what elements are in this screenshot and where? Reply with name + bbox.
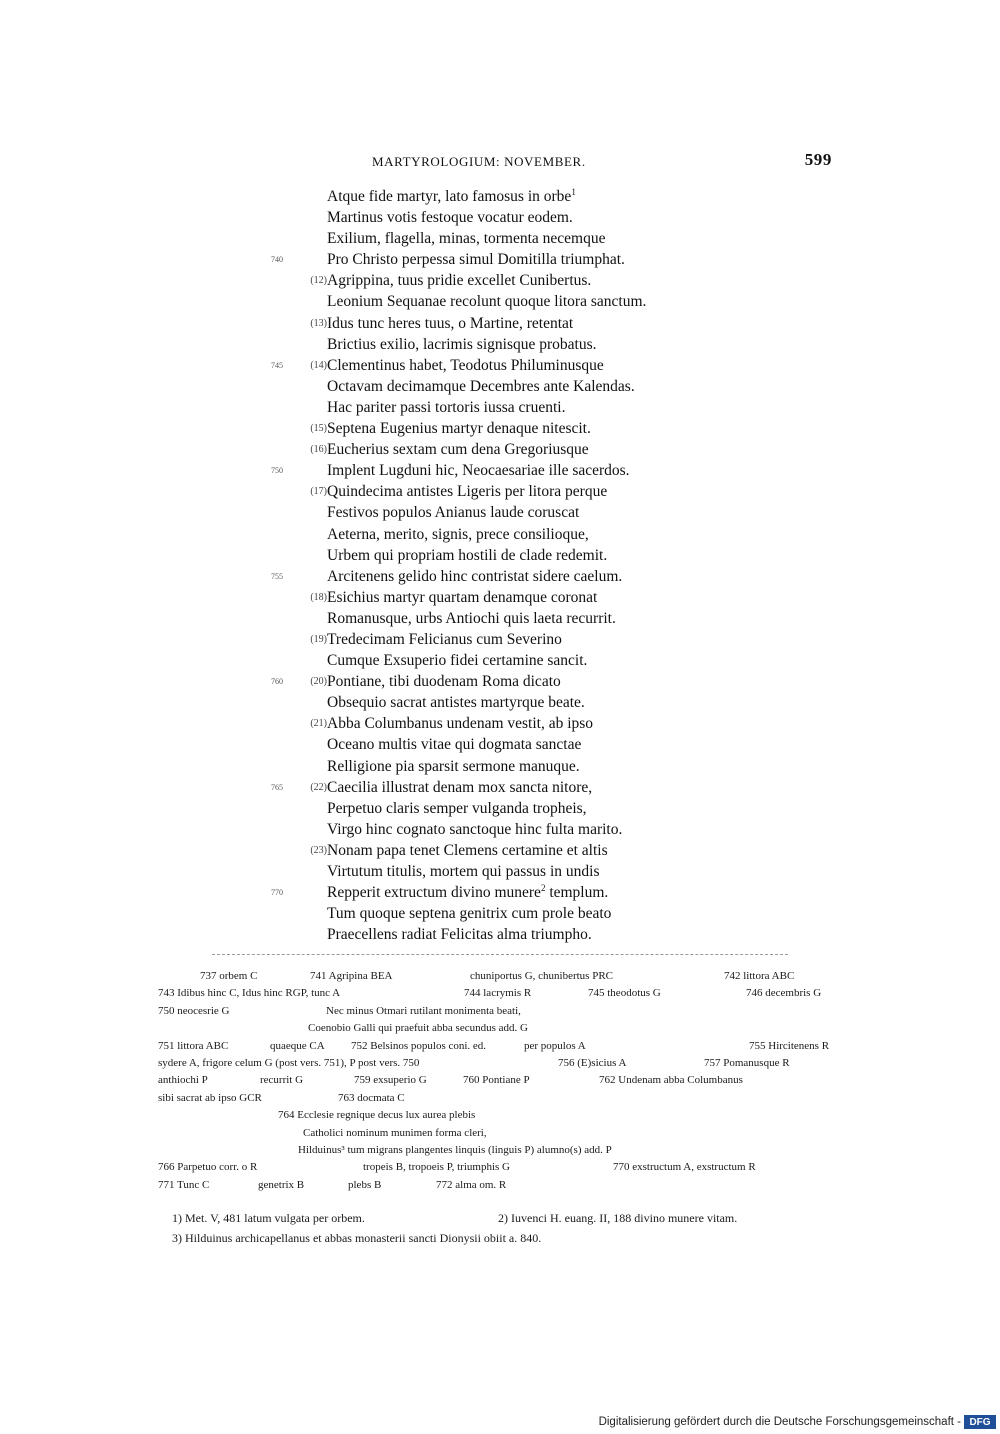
verse-text: Urbem qui propriam hostili de clade redemit. [327, 546, 608, 564]
running-title: MARTYROLOGIUM: NOVEMBER. [372, 154, 586, 169]
verse-text: Quindecima antistes Ligeris per litora perque [327, 483, 608, 501]
running-head [372, 152, 832, 172]
verse-line [0, 397, 1000, 418]
verse-text: Leonium Sequanae recolunt quoque litora sanctum. [327, 293, 647, 311]
apparatus-line [158, 1072, 830, 1089]
verse-text: Martinus votis festoque vocatur eodem. [327, 209, 573, 227]
verse-line [0, 692, 1000, 713]
footnote-ref: 2 [540, 882, 546, 893]
day-number: (19) [310, 633, 327, 645]
apparatus-line [158, 1125, 830, 1142]
verse-line [0, 861, 1000, 882]
day-number: (18) [310, 591, 327, 603]
day-number: (23) [310, 844, 327, 856]
apparatus-entry: 772 alma om. R [436, 1178, 507, 1191]
verse-line [0, 439, 1000, 460]
verse-line [0, 819, 1000, 840]
digitization-credit [590, 1414, 1000, 1430]
verse-line [0, 186, 1000, 207]
line-number: 740 [271, 255, 283, 265]
day-number: (22) [310, 781, 327, 793]
verse-text: Festivos populos Anianus laude coruscat [327, 504, 580, 522]
apparatus-entry: Coenobio Galli qui praefuit abba secundus add. G [308, 1022, 528, 1035]
apparatus-line [158, 1003, 830, 1020]
apparatus-line [158, 1177, 830, 1194]
verse-text: Idus tunc heres tuus, o Martine, retentat [327, 314, 574, 332]
line-number: 755 [271, 571, 283, 581]
verse-line [0, 566, 1000, 587]
apparatus-entry: sibi sacrat ab ipso GCR [158, 1091, 262, 1104]
footnote-line [172, 1208, 832, 1228]
poem-text [0, 186, 1000, 945]
verse-text: Septena Eugenius martyr denaque nitescit. [327, 420, 591, 438]
apparatus-entry: quaeque CA [270, 1039, 325, 1052]
verse-line [0, 798, 1000, 819]
verse-line [0, 313, 1000, 334]
line-number: 760 [271, 677, 283, 687]
apparatus-entry: 742 littora ABC [724, 970, 795, 982]
verse-line [0, 671, 1000, 692]
verse-text: Agrippina, tuus pridie excellet Cunibertus. [327, 272, 592, 290]
apparatus-entry: 744 lacrymis R [464, 987, 532, 1000]
verse-line [0, 924, 1000, 945]
verse-line [0, 502, 1000, 523]
verse-line [0, 270, 1000, 291]
apparatus-entry: anthiochi P [158, 1074, 208, 1087]
apparatus-line [158, 1020, 830, 1037]
verse-text: Pontiane, tibi duodenam Roma dicato [327, 673, 561, 691]
verse-text: Romanusque, urbs Antiochi quis laeta recurrit. [327, 609, 616, 627]
day-number: (12) [310, 275, 327, 287]
verse-line [0, 734, 1000, 755]
apparatus-entry: tropeis B, tropoeis P, triumphis G [363, 1161, 510, 1174]
verse-line [0, 629, 1000, 650]
day-number: (13) [310, 317, 327, 329]
apparatus-entry: genetrix B [258, 1178, 305, 1191]
verse-text: Arcitenens gelido hinc contristat sidere caelum. [327, 567, 623, 585]
verse-text: Octavam decimamque Decembres ante Kalendas. [327, 377, 635, 395]
apparatus-line [158, 1107, 830, 1124]
apparatus-line [158, 1090, 830, 1107]
day-number: (17) [310, 486, 327, 498]
line-number: 765 [271, 782, 283, 792]
verse-line [0, 545, 1000, 566]
verse-text: Oceano multis vitae qui dogmata sanctae [327, 736, 582, 754]
apparatus-entry: 759 exsuperio G [354, 1074, 427, 1087]
apparatus-entry: 743 Idibus hinc C, Idus hinc RGP, tunc A [158, 987, 341, 1000]
verse-text: Implent Lugduni hic, Neocaesariae ille sacerdos. [327, 462, 630, 480]
page-number: 599 [804, 150, 832, 169]
apparatus-entry: 763 docmata C [338, 1091, 405, 1104]
verse-text: Atque fide martyr, lato famosus in orbe$^1$ [327, 186, 576, 205]
verse-text: Relligione pia sparsit sermone manuque. [327, 757, 580, 775]
verse-text: Exilium, flagella, minas, tormenta necemque [327, 230, 606, 248]
apparatus-line [158, 1038, 830, 1055]
verse-line [0, 903, 1000, 924]
verse-text: Praecellens radiat Felicitas alma triumpho. [327, 926, 592, 944]
verse-text: Perpetuo claris semper vulganda tropheis, [327, 799, 587, 817]
apparatus-line [158, 1142, 830, 1159]
verse-text: Clementinus habet, Teodotus Philuminusque [327, 356, 604, 374]
apparatus-entry: 755 Hircitenens R [749, 1039, 830, 1052]
footnote-text: 3) Hilduinus archicapellanus et abbas monasterii sancti Dionysii obiit a. 840. [172, 1231, 542, 1245]
verse-text: Obsequio sacrat antistes martyrque beate. [327, 694, 585, 712]
verse-line [0, 207, 1000, 228]
apparatus-entry: Hilduinus³ tum migrans plangentes linquis (linguis P) alumno(s) add. P [298, 1143, 612, 1156]
verse-line [0, 334, 1000, 355]
apparatus-line [158, 985, 830, 1002]
apparatus-entry: 741 Agripina BEA [310, 970, 393, 982]
day-number: (14) [310, 359, 327, 371]
day-number: (21) [310, 718, 327, 730]
apparatus-divider [212, 954, 788, 955]
apparatus-entry: 766 Parpetuo corr. o R [158, 1161, 258, 1174]
apparatus-entry: 771 Tunc C [158, 1178, 210, 1191]
verse-line [0, 650, 1000, 671]
verse-text: Repperit extructum divino munere$^2$ templum. [327, 882, 609, 902]
apparatus-entry: chuniportus G, chunibertus PRC [470, 970, 613, 982]
apparatus-entry: 750 neocesrie G [158, 1004, 230, 1017]
verse-text: Virtutum titulis, mortem qui passus in undis [327, 863, 600, 880]
apparatus-entry: 764 Ecclesie regnique decus lux aurea plebis [278, 1109, 476, 1122]
verse-line [0, 228, 1000, 249]
apparatus-entry: 737 orbem C [200, 970, 258, 982]
verse-text: Aeterna, merito, signis, prece consilioque, [327, 525, 589, 543]
day-number: (15) [310, 423, 327, 435]
verse-line [0, 481, 1000, 502]
footnote-text: 2) Iuvenci H. euang. II, 188 divino munere vitam. [498, 1211, 738, 1225]
apparatus-line [158, 968, 830, 985]
day-number: (16) [310, 444, 327, 456]
line-number: 770 [271, 888, 283, 898]
verse-line [0, 840, 1000, 861]
verse-text: Pro Christo perpessa simul Domitilla triumphat. [327, 251, 625, 269]
verse-text: Hac pariter passi tortoris iussa cruenti. [327, 398, 566, 416]
verse-line [0, 777, 1000, 798]
verse-text: Abba Columbanus undenam vestit, ab ipso [327, 715, 594, 733]
verse-text: Cumque Exsuperio fidei certamine sancit. [327, 652, 588, 670]
apparatus-entry: 751 littora ABC [158, 1039, 229, 1052]
line-number: 750 [271, 466, 283, 476]
verse-line [0, 376, 1000, 397]
verse-line [0, 524, 1000, 545]
verse-text: Eucherius sextam cum dena Gregoriusque [327, 441, 589, 459]
verse-text: Caecilia illustrat denam mox sancta nitore, [327, 778, 593, 796]
verse-text: Tum quoque septena genitrix cum prole beato [327, 905, 612, 923]
verse-line [0, 418, 1000, 439]
verse-line [0, 460, 1000, 481]
dfg-logo: DFG [964, 1415, 996, 1429]
verse-text: Brictius exilio, lacrimis signisque probatus. [327, 335, 597, 353]
apparatus-entry: Catholici nominum munimen forma cleri, [303, 1126, 487, 1139]
credit-text: Digitalisierung gefördert durch die Deutsche Forschungsgemeinschaft - [598, 1416, 961, 1428]
apparatus-entry: plebs B [348, 1178, 382, 1191]
apparatus-entry: 745 theodotus G [588, 987, 661, 1000]
apparatus-entry: 752 Belsinos populos coni. ed. [351, 1039, 487, 1052]
footnote-text: 1) Met. V, 481 latum vulgata per orbem. [172, 1211, 365, 1225]
apparatus-entry: sydere A, frigore celum G (post vers. 751), P post vers. 750 [158, 1056, 420, 1069]
footnote-ref: 1 [571, 186, 576, 197]
verse-line [0, 249, 1000, 270]
day-number: (20) [310, 676, 327, 688]
verse-text: Tredecimam Felicianus cum Severino [327, 630, 562, 648]
verse-line [0, 355, 1000, 376]
verse-line [0, 587, 1000, 608]
apparatus-entry: 746 decembris G [746, 987, 822, 1000]
apparatus-entry: 757 Pomanusque R [704, 1056, 790, 1069]
apparatus-entry: 762 Undenam abba Columbanus [599, 1074, 743, 1087]
line-number: 745 [271, 360, 283, 370]
verse-line [0, 756, 1000, 777]
apparatus-entry: 770 exstructum A, exstructum R [613, 1161, 756, 1174]
footnotes [172, 1208, 832, 1248]
verse-line [0, 713, 1000, 734]
apparatus-line [158, 1055, 830, 1072]
apparatus-entry: recurrit G [260, 1074, 304, 1087]
verse-line [0, 291, 1000, 312]
verse-text: Esichius martyr quartam denamque coronat [327, 588, 598, 606]
verse-line [0, 608, 1000, 629]
critical-apparatus [158, 968, 830, 1194]
footnote-line [172, 1228, 832, 1248]
apparatus-entry: 760 Pontiane P [463, 1074, 530, 1087]
apparatus-line [158, 1159, 830, 1176]
verse-line [0, 882, 1000, 903]
verse-text: Virgo hinc cognato sanctoque hinc fulta marito. [327, 820, 623, 838]
apparatus-entry: Nec minus Otmari rutilant monimenta beati, [326, 1004, 521, 1017]
verse-text: Nonam papa tenet Clemens certamine et altis [327, 841, 608, 859]
apparatus-entry: 756 (E)sicius A [558, 1056, 627, 1069]
apparatus-entry: per populos A [524, 1039, 586, 1052]
